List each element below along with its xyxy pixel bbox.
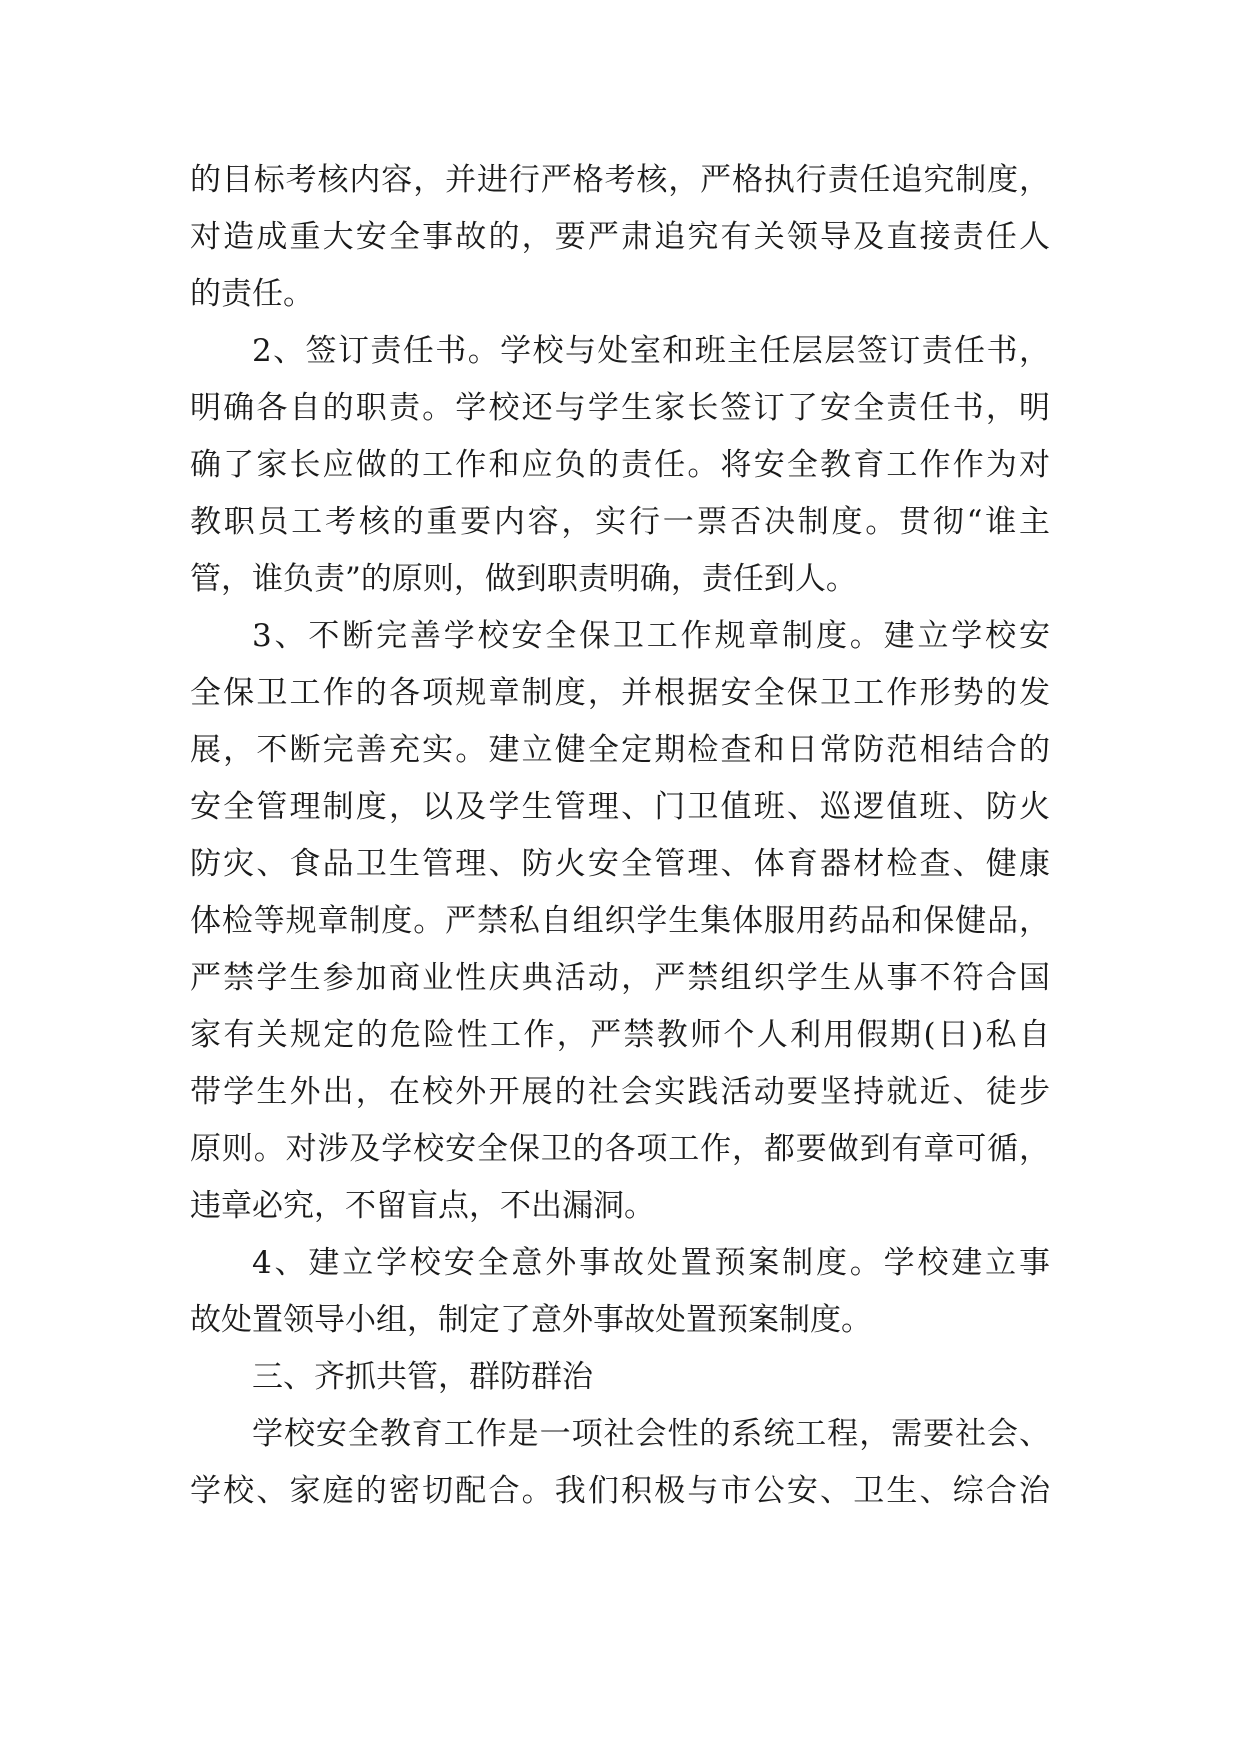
text-line: 展，不断完善充实。建立健全定期检查和日常防范相结合的 (190, 732, 1050, 768)
text-line: 教职员工考核的重要内容，实行一票否决制度。贯彻“谁主 (190, 504, 1050, 540)
text-line: 对造成重大安全事故的，要严肃追究有关领导及直接责任人 (190, 219, 1050, 255)
text-line: 的目标考核内容，并进行严格考核，严格执行责任追究制度， (190, 162, 1050, 198)
text-line: 管，谁负责”的原则，做到职责明确，责任到人。 (190, 561, 857, 597)
text-line: 原则。对涉及学校安全保卫的各项工作，都要做到有章可循， (190, 1131, 1050, 1167)
text-line: 2、签订责任书。学校与处室和班主任层层签订责任书， (252, 333, 1050, 369)
text-line: 4、建立学校安全意外事故处置预案制度。学校建立事 (252, 1245, 1050, 1281)
text-line: 确了家长应做的工作和应负的责任。将安全教育工作作为对 (190, 447, 1050, 483)
text-line: 明确各自的职责。学校还与学生家长签订了安全责任书，明 (190, 390, 1050, 426)
text-line: 严禁学生参加商业性庆典活动，严禁组织学生从事不符合国 (190, 960, 1050, 996)
text-line: 安全管理制度，以及学生管理、门卫值班、巡逻值班、防火 (190, 789, 1050, 825)
text-line: 全保卫工作的各项规章制度，并根据安全保卫工作形势的发 (190, 675, 1050, 711)
text-line: 防灾、食品卫生管理、防火安全管理、体育器材检查、健康 (190, 846, 1050, 882)
text-line: 故处置领导小组，制定了意外事故处置预案制度。 (190, 1302, 872, 1338)
text-line: 违章必究，不留盲点，不出漏洞。 (190, 1188, 655, 1224)
text-line: 的责任。 (190, 276, 314, 312)
document-body (190, 152, 1050, 1520)
text-line: 学校安全教育工作是一项社会性的系统工程，需要社会、 (252, 1416, 1050, 1452)
text-line: 学校、家庭的密切配合。我们积极与市公安、卫生、综合治 (190, 1473, 1050, 1509)
text-line: 带学生外出，在校外开展的社会实践活动要坚持就近、徒步 (190, 1074, 1050, 1110)
text-line: 体检等规章制度。严禁私自组织学生集体服用药品和保健品， (190, 903, 1050, 939)
text-line: 3、不断完善学校安全保卫工作规章制度。建立学校安 (252, 618, 1050, 654)
text-line: 家有关规定的危险性工作，严禁教师个人利用假期(日)私自 (190, 1017, 1050, 1053)
section-heading: 三、齐抓共管，群防群治 (252, 1359, 593, 1395)
